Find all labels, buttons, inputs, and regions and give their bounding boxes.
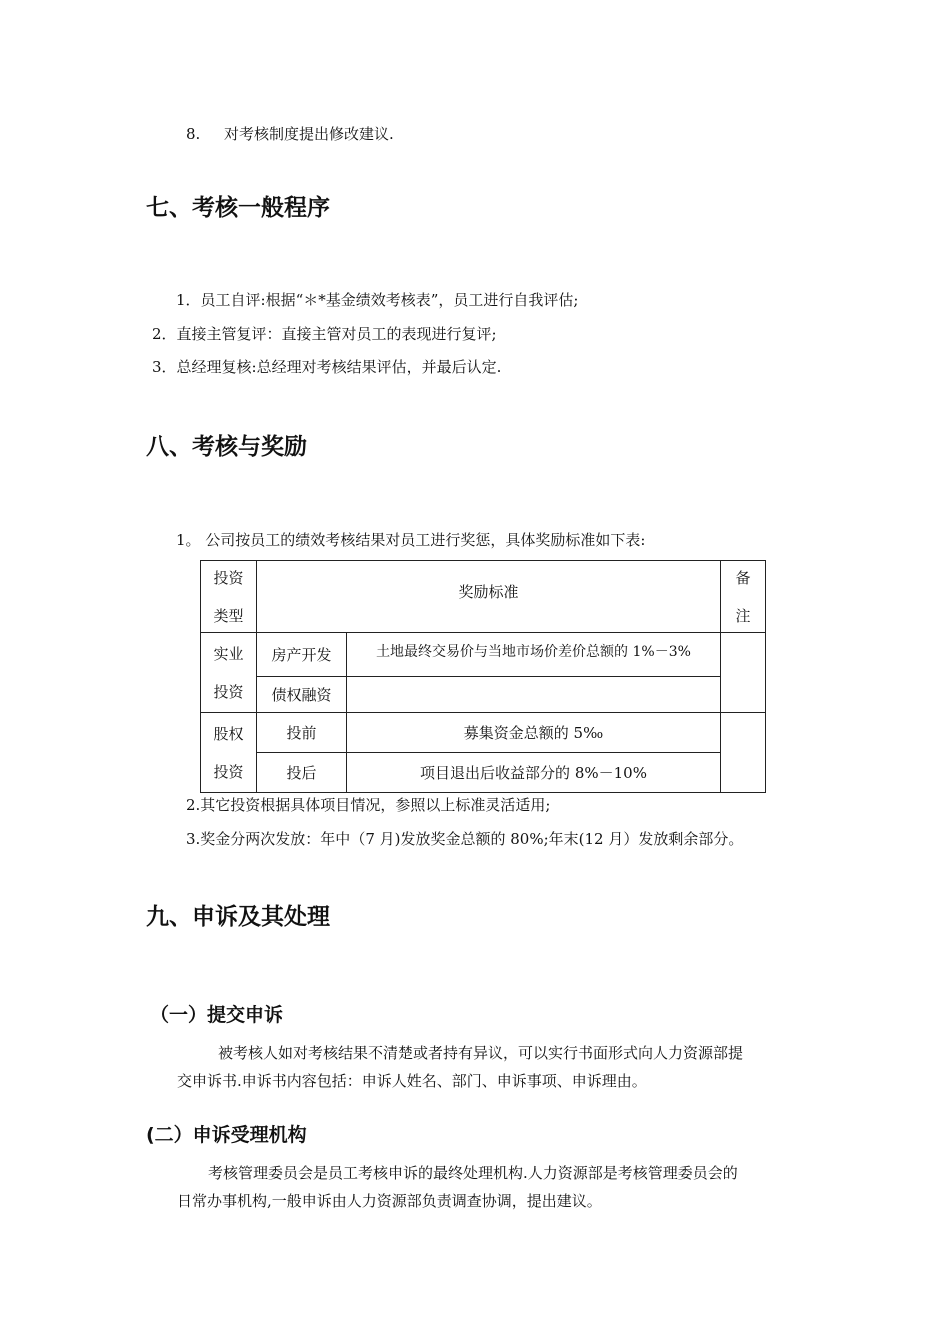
section-heading: 九、申诉及其处理 (146, 904, 330, 930)
table-cell: 土地最终交易价与当地市场价差价总额的 1%－3% (376, 644, 691, 660)
table-intro: 1。 公司按员工的绩效考核结果对员工进行奖惩，具体奖励标准如下表: (176, 531, 646, 549)
list-item: 3.奖金分两次发放：年中（7 月)发放奖金总额的 80%;年末(12 月）发放剩余部分。 (186, 830, 744, 848)
list-item: 2.其它投资根据具体项目情况，参照以上标准灵活适用; (186, 796, 551, 814)
header-note: 备 注 (735, 568, 751, 625)
table-cell: 募集资金总额的 5‰ (463, 724, 604, 742)
table-cell: 项目退出后收益部分的 8%－10% (420, 764, 647, 782)
paragraph-line: 交申诉书.申诉书内容包括：申诉人姓名、部门、申诉事项、申诉理由。 (177, 1072, 647, 1090)
paragraph-line: 被考核人如对考核结果不清楚或者持有异议，可以实行书面形式向人力资源部提 (218, 1044, 744, 1062)
header-type: 投资 类型 (213, 568, 244, 625)
group-label: 实业 投资 (213, 644, 244, 701)
list-item: 对考核制度提出修改建议. (224, 125, 394, 143)
table-cell: 投后 (286, 764, 317, 782)
group-label: 股权 投资 (213, 724, 244, 781)
subsection-heading: (二）申诉受理机构 (146, 1124, 307, 1146)
table-cell (347, 677, 720, 712)
table-cell: 房产开发 (271, 646, 332, 664)
paragraph-line: 考核管理委员会是员工考核申诉的最终处理机构.人力资源部是考核管理委员会的 (208, 1164, 738, 1182)
section-heading: 八、考核与奖励 (146, 434, 307, 460)
list-item: 1．员工自评:根据“＊*基金绩效考核表”，员工进行自我评估; (176, 291, 579, 309)
table-cell: 投前 (286, 724, 317, 742)
list-item: 3．总经理复核:总经理对考核结果评估，并最后认定. (152, 358, 502, 376)
list-item: 2．直接主管复评：直接主管对员工的表现进行复评; (152, 325, 497, 343)
header-standard: 奖励标准 (458, 582, 519, 601)
table-cell: 债权融资 (271, 686, 332, 704)
section-heading: 七、考核一般程序 (146, 195, 330, 221)
subsection-heading: （一）提交申诉 (150, 1004, 284, 1026)
reward-table (200, 560, 766, 793)
paragraph-line: 日常办事机构,一般申诉由人力资源部负责调查协调，提出建议。 (177, 1192, 602, 1210)
list-number: 8. (186, 125, 201, 143)
